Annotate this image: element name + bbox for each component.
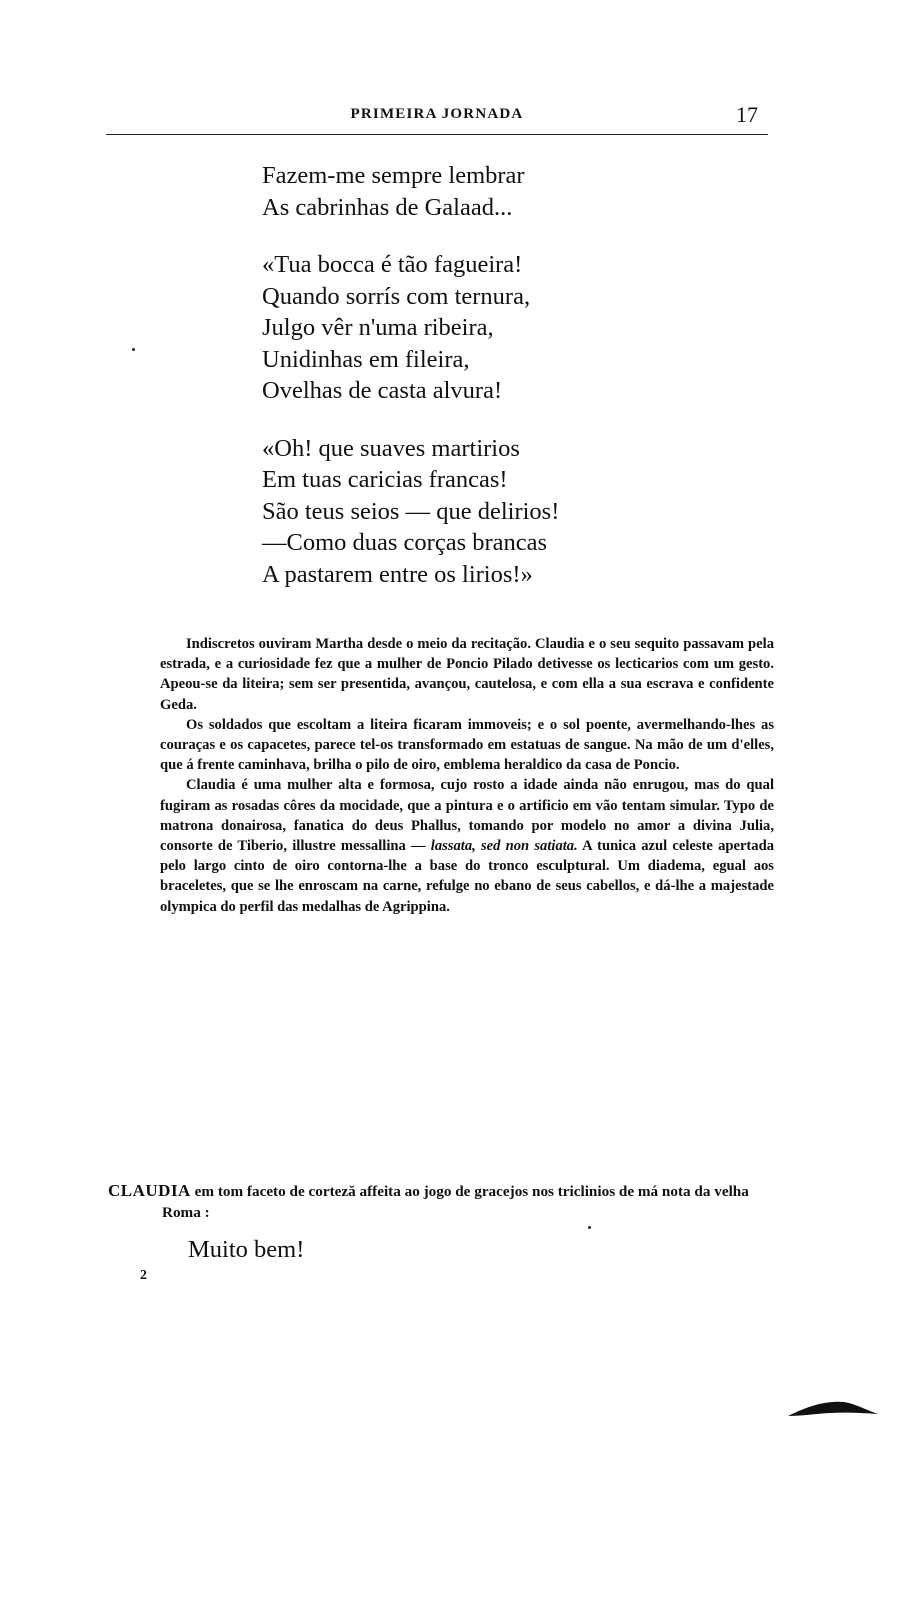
- stage-direction-text: em tom faceto de corteză affeita ao jogo de gracejos nos triclinios de má nota da velha Roma :: [162, 1183, 749, 1221]
- verse-line: Fazem-me sempre lembrar: [262, 162, 525, 189]
- verse-line: A pastarem entre os lirios!»: [262, 560, 533, 588]
- stanza-1: [262, 160, 722, 223]
- verse-line: Em tuas caricias francas!: [262, 466, 508, 493]
- running-title: PRIMEIRA JORNADA: [350, 106, 524, 122]
- verse-line: Quando sorrís com ternura,: [262, 282, 531, 310]
- verse-line: Unidinhas em fileira,: [262, 345, 470, 373]
- prose-text: Claudia é uma mulher alta e formosa, cujo rosto a idade ainda não enrugou, mas do qual fugiram as rosadas côres da mocidade, que a pintura e o artificio em vão tentam simular. Typo de matrona donairosa, fanatica do deus Phallus, tomando por modelo no amor a divina Julia, consorte de Tiberio, illustre messallina —: [160, 777, 774, 855]
- page-number: 17: [736, 102, 758, 127]
- latin-phrase: lassata, sed non satiata.: [430, 838, 578, 855]
- poem: [262, 160, 722, 616]
- running-head: [108, 104, 766, 132]
- prose-paragraph-2: Os soldados que escoltam a liteira ficaram immoveis; e o sol poente, avermelhando-lhes as couraças e os capacetes, parece tel-os transformado em estatuas de sangue. Na mão de um d'elles, que á frente caminhava, brilha o pilo de oiro, emblema heraldico da casa de Poncio.: [160, 716, 774, 774]
- stage-direction: [108, 1180, 778, 1223]
- prose-paragraph-3: [160, 775, 774, 916]
- ink-speck: [132, 348, 135, 351]
- verse-line: «Oh! que suaves martirios: [262, 434, 520, 462]
- stanza-2: [262, 249, 722, 407]
- verse-line: Ovelhas de casta alvura!: [262, 377, 503, 404]
- verse-line: —Como duas corças brancas: [262, 529, 548, 556]
- speaker-name: CLAUDIA: [108, 1181, 191, 1200]
- prose-text: A tunica azul celeste apertada pelo largo cinto de oiro contorna-lhe a base do tronco esculptural. Um diadema, egual aos braceletes, que se lhe enroscam na carne, refulge no ebano de seus cabellos, e dá-lhe a majestade olympica do perfil das medalhas de Agrippina.: [160, 838, 775, 915]
- verse-line: «Tua bocca é tão fagueira!: [262, 251, 523, 278]
- ink-smudge: [786, 1398, 880, 1420]
- narrative-prose: [160, 634, 774, 917]
- header-rule: [106, 134, 768, 135]
- verse-line: São teus seios — que delirios!: [262, 497, 560, 525]
- stanza-3: [262, 433, 722, 591]
- spoken-line: Muito bem!: [188, 1236, 305, 1263]
- prose-paragraph-1: Indiscretos ouviram Martha desde o meio da recitação. Claudia e o seu sequito passavam pela estrada, e a curiosidade fez que a mulher de Poncio Pilado detivesse os lecticarios com um gesto. Apeou-se da liteira; sem ser presentida, avançou, cautelosa, e com ella a sua escrava e confidente Geda.: [160, 636, 774, 713]
- verse-line: As cabrinhas de Galaad...: [262, 193, 513, 221]
- ink-speck: [588, 1226, 591, 1229]
- signature-mark: 2: [140, 1268, 147, 1283]
- verse-line: Julgo vêr n'uma ribeira,: [262, 314, 494, 341]
